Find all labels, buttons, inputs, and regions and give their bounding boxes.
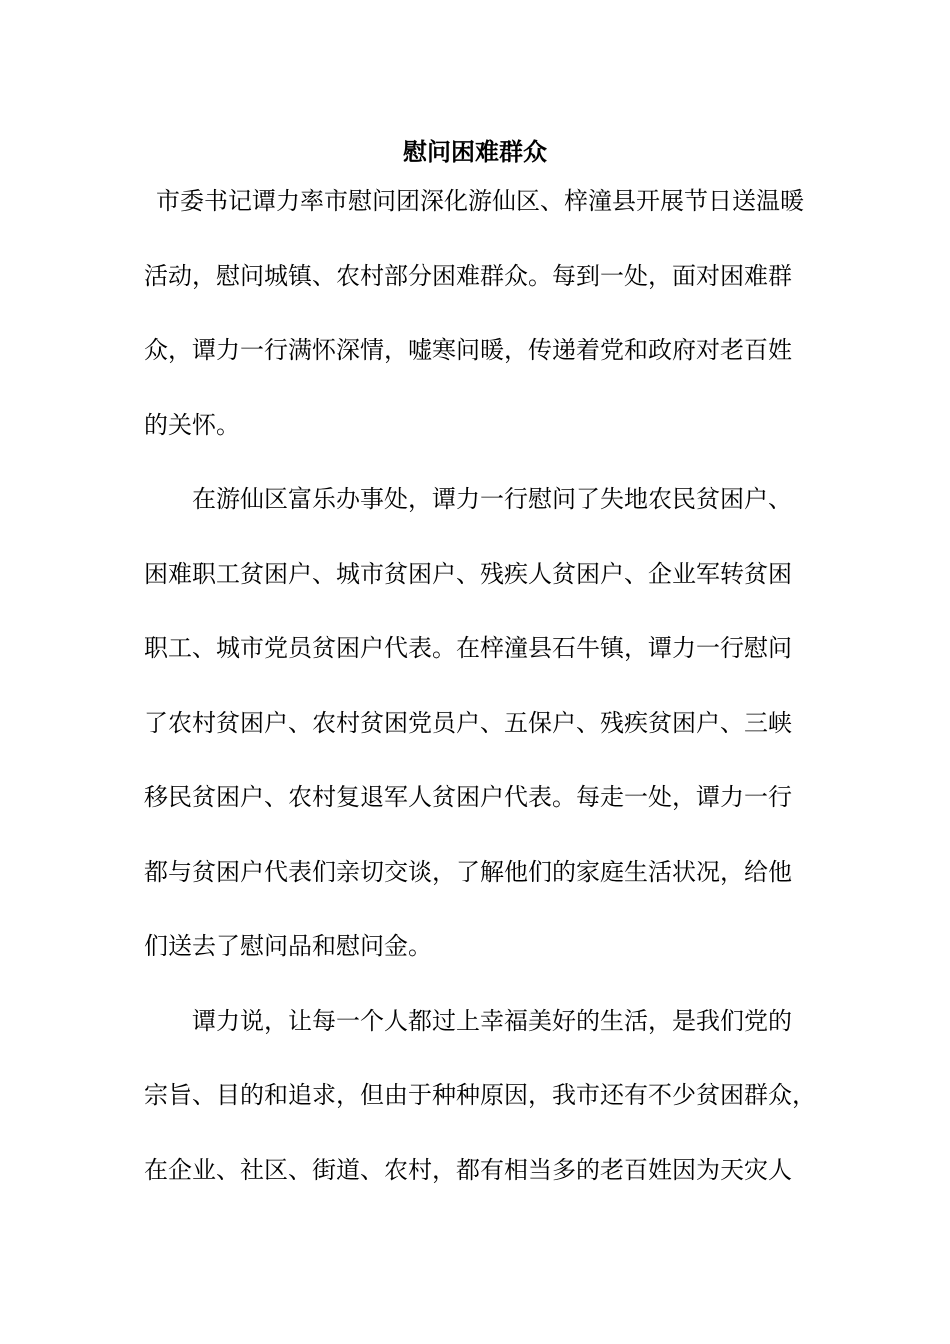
paragraph-line: 职工、城市党员贫困户代表。在梓潼县石牛镇，谭力一行慰问 (144, 634, 792, 662)
paragraph-line: 的关怀。 (144, 410, 240, 439)
paragraph-line: 市委书记谭力率市慰问团深化游仙区、梓潼县开展节日送温暖 (156, 187, 804, 215)
paragraph-line: 们送去了慰问品和慰问金。 (144, 932, 432, 960)
paragraph-line: 谭力说，让每一个人都过上幸福美好的生活，是我们党的 (192, 1006, 792, 1035)
paragraph-line: 在游仙区富乐办事处，谭力一行慰问了失地农民贫困户、 (192, 485, 792, 513)
document-title: 慰问困难群众 (403, 137, 547, 166)
paragraph-line: 在企业、社区、街道、农村，都有相当多的老百姓因为天灾人 (144, 1155, 792, 1184)
document-body (144, 181, 816, 1224)
paragraph-line: 活动，慰问城镇、农村部分困难群众。每到一处，面对困难群 (144, 261, 792, 290)
paragraph-line: 众，谭力一行满怀深情，嘘寒问暖，传递着党和政府对老百姓 (144, 336, 792, 364)
paragraph-line: 困难职工贫困户、城市贫困户、残疾人贫困户、企业军转贫困 (144, 559, 792, 588)
paragraph-line: 都与贫困户代表们亲切交谈，了解他们的家庭生活状况，给他 (144, 857, 792, 886)
paragraph-line: 宗旨、目的和追求，但由于种种原因，我市还有不少贫困群众， (144, 1081, 816, 1109)
paragraph-line: 了农村贫困户、农村贫困党员户、五保户、残疾贫困户、三峡 (144, 708, 792, 737)
paragraph-line: 移民贫困户、农村复退军人贫困户代表。每走一处，谭力一行 (144, 783, 792, 811)
